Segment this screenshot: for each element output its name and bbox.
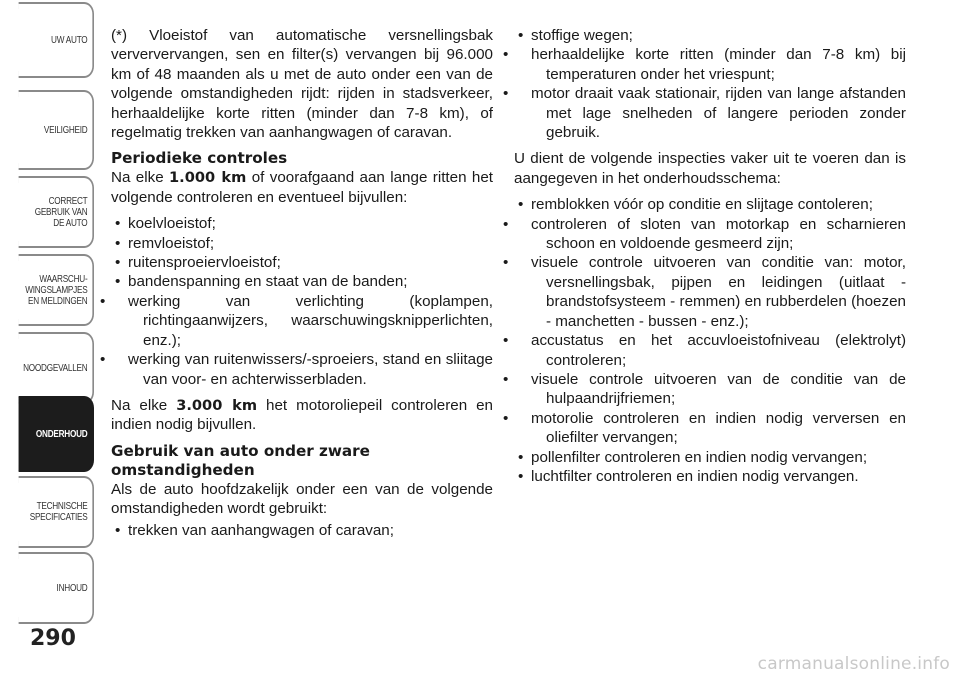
list-item: • werking van verlichting (koplampen, richtingaanwijzers, waarschuwingsknipperlichten, enz.); [111,292,493,350]
list-item: • motorolie controleren en indien nodig verversen en oliefilter vervangen; [514,409,906,448]
inspection-list [514,195,906,486]
list-item: • visuele controle uitvoeren van conditie van: motor, versnellingsbak, pijpen en leidingen (uitlaat - brandstofsysteem - remmen) en rubberdelen (hoezen - manchetten - bussen - enz.); [514,253,906,331]
paragraph-zware-omstandigheden: Als de auto hoofdzakelijk onder een van de volgende omstandigheden wordt gebruikt: [111,480,493,518]
heading-zware-omstandigheden: Gebruik van auto onder zware omstandigheden [111,441,370,479]
right-column [514,26,906,493]
intro-paragraph: (*) Vloeistof van automatische versnellingsbak verververvangen, sen en filter(s) vervangen bij 96.000 km of 48 maanden als u met de auto onder een van de volgende omstandigheden rijdt: rijden in stadsverkeer, herhaaldelijke korte ritten (minder dan 7-8 km), of regelmatig trekken van aanhangwagen of caravan. [111,27,493,142]
tab-correct-gebruik[interactable]: CORRECT GEBRUIK VAN DE AUTO [19,176,94,248]
list-item: • visuele controle uitvoeren van de conditie van de hulpaandrijfriemen; [514,370,906,409]
paragraph-1000km: Na elke 1.000 km of voorafgaand aan lange ritten het volgende controleren en eventueel bijvullen: [111,169,494,206]
tab-uw-auto[interactable]: UW AUTO [19,2,94,78]
periodic-check-list [111,214,493,389]
list-item: • controleren of sloten van motorkap en scharnieren schoon en voldoende gesmeerd zijn; [514,215,906,254]
chapter-sidebar [0,0,100,678]
tab-technische-specificaties[interactable]: TECHNISCHE SPECIFICATIES [19,476,94,548]
tab-onderhoud[interactable]: ONDERHOUD [19,396,94,472]
paragraph-inspecties: U dient de volgende inspecties vaker uit te voeren dan is aangegeven in het onderhoudsschema: [514,150,906,187]
list-item: • koelvloeistof; [111,214,493,233]
list-item: • ruitensproeiervloeistof; [111,253,493,272]
list-item: • bandenspanning en staat van de banden; [111,272,493,291]
left-column [111,26,493,547]
list-item: • remblokken vóór op conditie en slijtage contoleren; [514,195,906,214]
list-item: • remvloeistof; [111,234,493,253]
list-item: • trekken van aanhangwagen of caravan; [111,521,493,540]
list-item: • stoffige wegen; [514,26,906,45]
paragraph-3000km: Na elke 3.000 km het motoroliepeil controleren en indien nodig bijvullen. [111,396,493,434]
tab-waarschuwingslampjes[interactable]: WAARSCHU- WINGSLAMPJES EN MELDINGEN [19,254,94,326]
list-item: • pollenfilter controleren en indien nodig vervangen; [514,448,906,467]
list-item: • accustatus en het accuvloeistofniveau (elektrolyt) controleren; [514,331,906,370]
heading-periodieke-controles: Periodieke controles [111,149,288,168]
list-item: • luchtfilter controleren en indien nodig vervangen. [514,467,906,486]
list-item: • herhaaldelijke korte ritten (minder dan 7-8 km) bij temperaturen onder het vriespunt; [514,45,906,84]
list-item: • motor draait vaak stationair, rijden van lange afstanden met lage snelheden of langere perioden zonder gebruik. [514,84,906,142]
tab-inhoud[interactable]: INHOUD [19,552,94,624]
watermark: carmanualsonline.info [757,654,950,674]
list-item: • werking van ruitenwissers/-sproeiers, stand en sliitage van voor- en achterwisserbladen. [111,350,493,389]
tab-noodgevallen[interactable]: NOODGEVALLEN [19,332,94,404]
page-number: 290 [30,626,76,651]
tab-veiligheid[interactable]: VEILIGHEID [19,90,94,170]
heavy-use-list-continued [514,26,906,142]
heavy-use-list [111,521,493,540]
